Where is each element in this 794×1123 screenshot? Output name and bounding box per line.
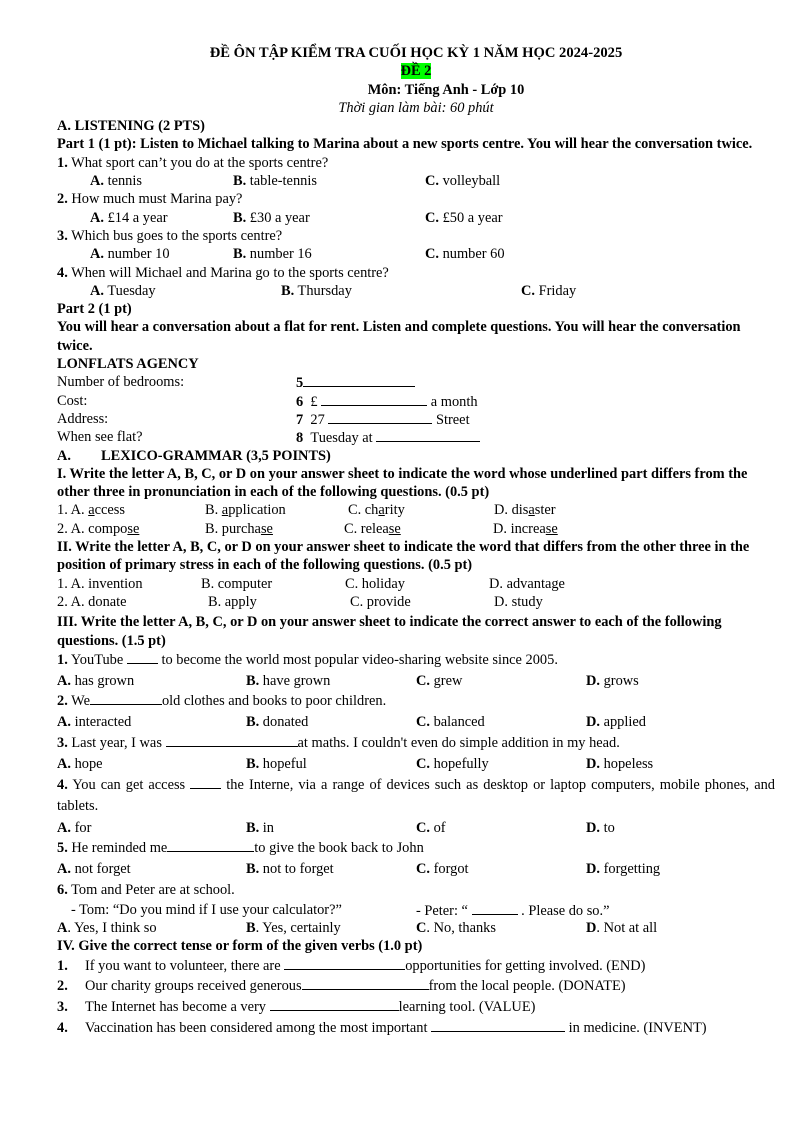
subject-line: Môn: Tiếng Anh - Lớp 10 — [367, 81, 525, 98]
mc-options-4: A. for B. in C. of D. to — [57, 819, 615, 836]
mc-question-2: 2. We old clothes and books to poor children. — [57, 693, 387, 710]
verb-question-1: 1. If you want to volunteer, there are opportunities for getting involved. (END) — [57, 957, 646, 974]
mc-question-3: 3. Last year, I was at maths. I couldn't even do simple addition in my head. — [57, 734, 620, 751]
form-row-address: Address: 7 27 Street — [57, 410, 470, 428]
part2-heading: Part 2 (1 pt) — [57, 301, 132, 318]
pronunciation-row-2: 2. A. compose B. purchase C. release D. increase — [57, 520, 558, 537]
section-4-instruction: IV. Give the correct tense or form of the given verbs (1.0 pt) — [57, 938, 423, 955]
mc-question-6: 6. Tom and Peter are at school. — [57, 881, 235, 898]
listening-question-4: 4. When will Michael and Marina go to the sports centre? A. Tuesday B. Thursday C. Friday — [57, 264, 577, 299]
verb-question-4: 4. Vaccination has been considered among the most important in medicine. (INVENT) — [57, 1020, 707, 1037]
dialogue-line: - Tom: “Do you mind if I use your calculator?” - Peter: “ . Please do so.” — [71, 901, 610, 919]
exam-page — [57, 44, 775, 1039]
exam-code: ĐỀ 2 — [400, 63, 432, 80]
mc-options-5: A. not forget B. not to forget C. forgot D. forgetting — [57, 861, 661, 878]
verb-question-3: 3. The Internet has become a very learning tool. (VALUE) — [57, 999, 536, 1016]
answer-blank-7[interactable] — [328, 410, 432, 424]
listening-question-1: 1. What sport can’t you do at the sports centre? A. tennis B. table-tennis C. volleyball — [57, 154, 501, 190]
mc-options-1: A. has grown B. have grown C. grew D. grows — [57, 672, 639, 689]
listening-question-3: 3. Which bus goes to the sports centre? A. number 10 B. number 16 C. number 60 — [57, 227, 505, 263]
answer-blank-8[interactable] — [376, 428, 480, 442]
mc-options-3: A. hope B. hopeful C. hopefully D. hopeless — [57, 755, 654, 772]
part1-instruction: Part 1 (1 pt): Listen to Michael talking to Marina about a new sports centre. You will hear the conversation twice. — [57, 136, 753, 153]
stress-row-2: 2. A. donate B. apply C. provide D. study — [57, 593, 543, 610]
mc-question-1: 1. YouTube to become the world most popular video-sharing website since 2005. — [57, 651, 558, 668]
listening-heading: A. LISTENING (2 PTS) — [57, 118, 205, 135]
mc-options-2: A. interacted B. donated C. balanced D. applied — [57, 714, 646, 731]
section-1-instruction: I. Write the letter A, B, C, or D on your answer sheet to indicate the word whose underlined part differs from the other three in pronunciation in each of the following questions. (0.5 pt) — [57, 465, 748, 501]
pronunciation-row-1: 1. A. access B. application C. charity D. disaster — [57, 502, 556, 519]
mc-options-6: A. Yes, I think so B. Yes, certainly C. No, thanks D. Not at all — [57, 920, 658, 937]
section-3-instruction: III. Write the letter A, B, C, or D on your answer sheet to indicate the correct answer to each of the following questions. (1.5 pt) — [57, 614, 722, 649]
answer-blank-5[interactable] — [303, 373, 415, 387]
mc-question-4: 4. You can get access the Interne, via a range of devices such as desktop or laptop computers, mobile phones, and tablets. — [57, 776, 775, 815]
form-row-when: When see flat? 8 Tuesday at — [57, 428, 775, 446]
form-row-bedrooms: Number of bedrooms: 5 — [57, 373, 775, 391]
listening-question-2: 2. How much must Marina pay? A. £14 a year B. £30 a year C. £50 a year — [57, 191, 503, 226]
answer-blank-6[interactable] — [321, 392, 427, 406]
time-line: Thời gian làm bài: 60 phút — [338, 99, 494, 116]
lexico-heading: A. LEXICO-GRAMMAR (3,5 POINTS) — [57, 447, 331, 464]
form-row-cost: Cost: 6 £ a month — [57, 392, 478, 410]
exam-title: ĐỀ ÔN TẬP KIỂM TRA CUỐI HỌC KỲ 1 NĂM HỌC 2024-2025 — [209, 45, 623, 61]
mc-question-5: 5. He reminded me to give the book back to John — [57, 840, 424, 857]
part2-instruction: You will hear a conversation about a flat for rent. Listen and complete questions. You will hear the conversation twice. — [57, 319, 741, 354]
section-2-instruction: II. Write the letter A, B, C, or D on your answer sheet to indicate the word that differs from the other three in the position of primary stress in each of the following questions. (0.5 pt) — [57, 539, 750, 574]
stress-row-1: 1. A. invention B. computer C. holiday D. advantage — [57, 575, 565, 592]
agency-title: LONFLATS AGENCY — [57, 356, 199, 373]
verb-question-2: 2. Our charity groups received generous from the local people. (DONATE) — [57, 978, 626, 995]
